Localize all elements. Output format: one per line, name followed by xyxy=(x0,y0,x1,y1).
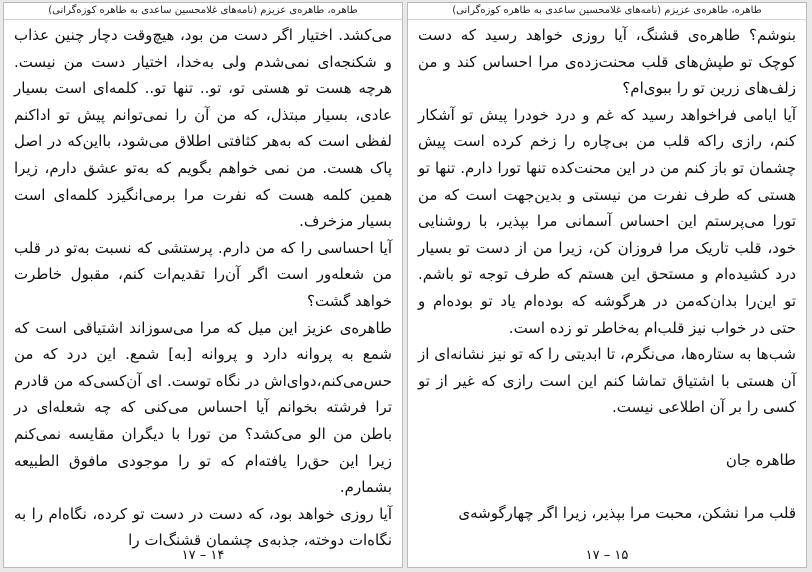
page-left xyxy=(3,2,403,568)
paragraph: بنوشم؟ طاهره‌ی قشنگ، آیا روزی خواهد رسید که دست کوچک تو طپش‌های قلب محنت‌زده‌ی مرا احساس کند و من زلف‌های زرین تو را ببوی‌ام؟ xyxy=(418,26,796,98)
page-number: ۱۴ – ۱۷ xyxy=(181,548,225,563)
paragraph: آیا ایامی فراخواهد رسید که غم و درد خودرا پیش تو آشکار کنم، رازی راکه قلب من بی‌چاره را زخم کرده است پیش چشمان تو باز کنم من در این محنت‌کده تنها تورا دارم. تنها تو هستی که طرف نفرت من نیستی و بدین‌جهت است که من تورا می‌پرستم این احساس آسمانی مرا بپذیر، با روشنایی خود، قلب تاریک مرا فروزان کن، زیرا من از دست تو بسیار درد کشیده‌ام و مستحق این هستم که طرف توجه تو باشم. تو این‌را بدان‌که‌من در هرگوشه که بوده‌ام یاد تو بوده‌ام و حتی در خواب نیز قلب‌ام به‌خاطر تو زده است. xyxy=(418,105,796,337)
paragraph: آیا روزی خواهد بود، که دست در دست تو کرده، نگاه‌ام را به نگاه‌ات دوخته، جذبه‌ی چشمان قشنگ‌ات را xyxy=(14,504,392,550)
salutation: طاهره جان xyxy=(725,450,796,469)
page-header: طاهره، طاهره‌ی عزیزم (نامه‌های غلامحسین ساعدی به طاهره کوزه‌گرانی) xyxy=(4,3,402,20)
paragraph: قلب مرا نشکن، محبت مرا بپذیر، زیرا اگر چهارگوشه‌ی xyxy=(458,503,796,522)
page-number: ۱۵ – ۱۷ xyxy=(585,548,629,563)
paragraph: شب‌ها به ستاره‌ها، می‌نگرم، تا ابدیتی را که تو نیز نشانه‌ای از آن هستی با اشتیاق تماشا کنم این است رازی که غیر از تو کسی را بر آن اطلاعی نیست. xyxy=(418,345,796,417)
page-body xyxy=(14,22,392,554)
paragraph: طاهره‌ی عزیز این میل که مرا می‌سوزاند اشتیاقی است که شمع به پروانه دارد و پروانه [به] شمع. این درد که من حس‌می‌کنم،دوای‌اش در نگاه توست. ای آن‌کسی‌که من قادرم ترا فرشته بخوانم آیا احساس می‌کنی که چه شعله‌ای در باطن من الو می‌کشد؟ من تورا با دیگران مقایسه نمی‌کنم زیرا این حق‌را یافته‌ام که تو را موجودی مافوق الطبیعه بشمارم. xyxy=(14,318,392,497)
paragraph: آیا احساسی را که من دارم. پرستشی که نسبت به‌تو در قلب من شعله‌ور است اگر آن‌را تقدیم‌ات کنم، مقبول خاطرت خواهد گشت؟ xyxy=(14,238,392,310)
page-right xyxy=(407,2,807,568)
paragraph: می‌کشد. اختیار اگر دست من بود، هیچ‌وقت دچار چنین عذاب و شکنجه‌ای نمی‌شدم ولی به‌خدا، اختیار دست من نیست. هرچه هست تو هستی تو، تو.. تنها تو.. کلمه‌ای است بسیار عادی، بسیار مبتذل، که من آن را نمی‌توانم پیش تو اداکنم لفظی است که به‌هر کثافتی اطلاق می‌شود، بااین‌که در اصل پاک هست. من نمی خواهم بگویم که به‌تو عشق دارم، زیرا همین کلمه هست که نفرت مرا برمی‌انگیزد کلمه‌ای است بسیار مزخرف. xyxy=(14,26,392,231)
page-body xyxy=(418,22,796,526)
page-header: طاهره، طاهره‌ی عزیزم (نامه‌های غلامحسین ساعدی به طاهره کوزه‌گرانی) xyxy=(408,3,806,20)
